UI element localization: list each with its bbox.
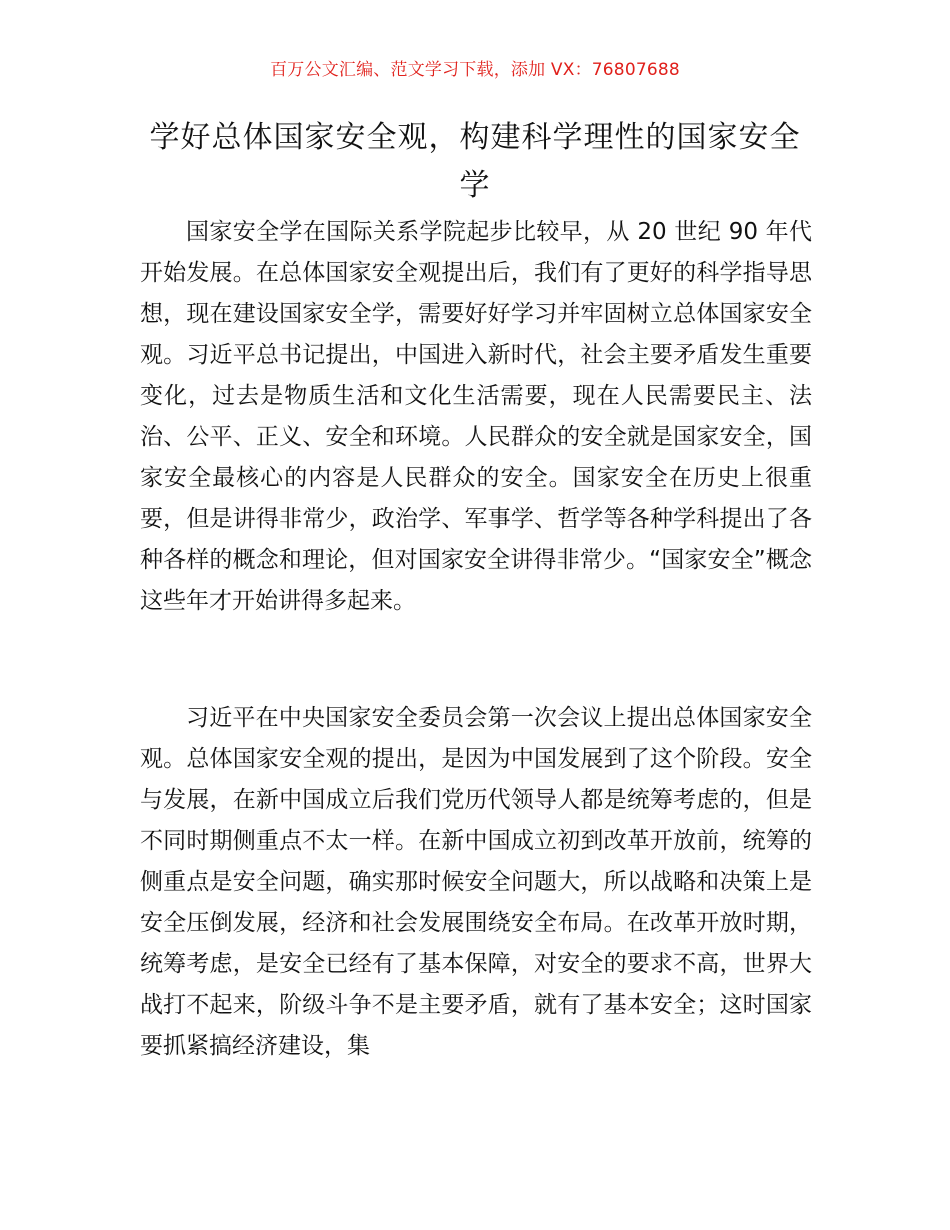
header-watermark-note: 百万公文汇编、范文学习下载，添加 VX：76807688 <box>270 60 680 80</box>
document-title: 学好总体国家安全观，构建科学理性的国家安全学 <box>149 120 801 203</box>
body-paragraph: 国家安全学在国际关系学院起步比较早，从 20 世纪 90 年代开始发展。在总体国家安全观提出后，我们有了更好的科学指导思想，现在建设国家安全学，需要好好学习并牢固树立总体国家安全观。习近平总书记提出，中国进入新时代，社会主要矛盾发生重要变化，过去是物质生活和文化生活需要，现在人民需要民主、法治、公平、正义、安全和环境。人民群众的安全就是国家安全，国家安全最核心的内容是人民群众的安全。国家安全在历史上很重要，但是讲得非常少，政治学、军事学、哲学等各种学科提出了各种各样的概念和理论，但对国家安全讲得非常少。“国家安全”概念这些年才开始讲得多起来。 <box>140 219 812 614</box>
body-paragraph: 习近平在中央国家安全委员会第一次会议上提出总体国家安全观。总体国家安全观的提出，是因为中国发展到了这个阶段。安全与发展，在新中国成立后我们党历代领导人都是统筹考虑的，但是不同时期侧重点不太一样。在新中国成立初到改革开放前，统筹的侧重点是安全问题，确实那时候安全问题大，所以战略和决策上是安全压倒发展，经济和社会发展围绕安全布局。在改革开放时期，统筹考虑，是安全已经有了基本保障，对安全的要求不高，世界大战打不起来，阶级斗争不是主要矛盾，就有了基本安全；这时国家要抓紧搞经济建设，集 <box>140 705 812 1059</box>
